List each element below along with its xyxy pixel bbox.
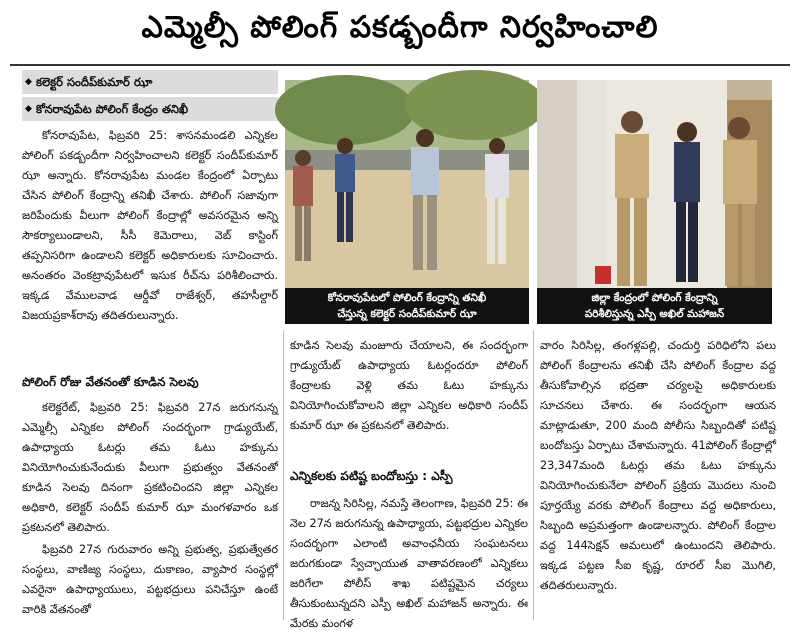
story1-body <box>22 126 278 370</box>
photo1-caption-line2: చేస్తున్న కలెక్టర్ సందీప్‌కుమార్ ఝా <box>337 308 477 320</box>
story3-paragraph-b: వారం సిరిసిల్ల, తంగళ్లపల్లి, చందుర్తి పరిధిలోని పలు పోలింగ్ కేంద్రాలను తనిఖీ చేసి పోలింగ్ కేంద్రాల వద్ద తీసుకోవాల్సిన భద్రతా చర్యలపై అధికారులకు సూచనలు చేశారు. ఈ సందర్భంగా ఆయన మాట్లాడుతూ, 200 మంది పోలీసు సిబ్బందితో పటిష్ట బందోబస్తు ఏర్పాటు చేశామన్నారు. 41పోలింగ్ కేంద్రాల్లో 23,347మంది ఓటర్లు తమ ఓటు హక్కును వినియోగించుకునేలా పోలింగ్ ప్రక్రియ మొదలు నుంచి పూర్తయ్యే వరకు పోలింగ్ కేంద్రాలు వద్ద అధికారులు, సిబ్బంది అప్రమత్తంగా ఉండాలన్నారు. పోలింగ్ కేంద్రాల వద్ద 144సెక్షన్ అమలులో ఉంటుందని తెలిపారు. ఇక్కడ పట్టణ సీఐ కృష్ణ, రూరల్ సీఐ మొగిలి, తదితరులున్నారు. <box>540 339 776 592</box>
story3-subhead: ఎన్నికలకు పటిష్ట బందోబస్తు : ఎస్పీ <box>290 469 453 483</box>
photo2-caption <box>537 288 772 324</box>
story3-body-a <box>290 494 529 630</box>
story2-body-b <box>22 540 278 624</box>
photo2-caption-line2: పరిశీలిస్తున్న ఎస్పీ అఖిల్ మహాజన్ <box>584 308 725 320</box>
story2-subhead: పోలింగ్ రోజు వేతనంతో కూడిన సెలవు <box>22 375 199 389</box>
story2-paragraph-c: కూడిన సెలవు మంజూరు చేయాలని, ఈ సందర్భంగా గ్రాడ్యుయేట్ ఉపాధ్యాయ ఓటర్లందరూ పోలింగ్ కేంద్రాలకు వెళ్లి తమ ఓటు హక్కును వినియోగించుకోవాలని జిల్లా ఎన్నికల అధికారి సందీప్ కుమార్ ఝా ఈ ప్రకటనలో తెలిపారు. <box>290 339 528 432</box>
story2-paragraph-a: కలెక్టరేట్, ఫిబ్రవరి 25: ఫిబ్రవరి 27న జరుగనున్న ఎమ్మెల్సీ ఎన్నికల పోలింగ్ సందర్భంగా గ్రాడ్యుయేట్, ఉపాధ్యాయ ఓటర్లు తమ ఓటు హక్కును వినియోగించుకునేందుకు వీలుగా ప్రభుత్వం వేతనంతో కూడిన సెలవు దినంగా ప్రకటించిందని జిల్లా ఎన్నికల అధికారి, కలెక్టర్ సందీప్ కుమార్ ఝా మంగళవారం ఒక ప్రకటనలో తెలిపారు. <box>22 401 278 534</box>
kicker-collector: ◆ కలెక్టర్ సందీప్‌కుమార్ ఝా <box>22 70 278 94</box>
photo-collector-inspection <box>285 80 529 288</box>
story2-body-c <box>290 336 528 464</box>
story3-body-b <box>540 336 776 622</box>
story2-body-a <box>22 398 278 534</box>
column-divider-2 <box>533 330 534 620</box>
photo1-caption-line1: కోనరావుపేటలో పోలింగ్ కేంద్రాన్ని తనిఖీ <box>327 292 487 304</box>
story1-paragraph: కోనరావుపేట, ఫిబ్రవరి 25: శాసనమండలి ఎన్నికల పోలింగ్ పకడ్బందీగా నిర్వహించాలని కలెక్టర్ సందీప్‌కుమార్ ఝా అన్నారు. కోనరావుపేట మండల కేంద్రంలో ఏర్పాటు చేసిన పోలింగ్ కేంద్రాన్ని తనిఖీ చేశారు. పోలింగ్ సజావుగా జరిపేందుకు వీలుగా పోలింగ్ కేంద్రాల్లో అవసరమైన అన్ని సౌకర్యాలుండాలని, సీసీ కెమెరాలు, వెబ్ కాస్టింగ్ తప్పనిసరిగా ఉండాలని కలెక్టర్ అధికారులకు సూచించారు. అనంతరం వెంకట్రావుపేటలో ఇసుక రీచ్‌ను పరిశీలించారు. ఇక్కడ వేములవాడ ఆర్డీవో రాజేశ్వర్, తహసీల్దార్ విజయప్రకాశ్‌రావు తదితరులున్నారు. <box>22 129 278 322</box>
photo-sp-inspection <box>537 80 772 288</box>
photo2-caption-line1: జిల్లా కేంద్రంలో పోలింగ్ కేంద్రాన్ని <box>591 292 718 304</box>
headline: ఎమ్మెల్సీ పోలింగ్ పకడ్బందీగా నిర్వహించాలి <box>141 10 659 45</box>
story2-paragraph-b: ఫిబ్రవరి 27న గురువారం అన్ని ప్రభుత్వ, ప్రభుత్వేతర సంస్థలు, వాణిజ్య సంస్థలు, దుకాణం, వ్యాపార సంస్థల్లో ఎవరైనా ఉపాధ్యాయులు, పట్టభద్రులు పనిచేస్తూ ఉంటే వారికి వేతనంతో <box>22 543 278 616</box>
story3-paragraph-a: రాజన్న సిరిసిల్ల, నమస్తే తెలంగాణ, ఫిబ్రవరి 25: ఈ నెల 27న జరుగనున్న ఉపాధ్యాయ, పట్టభద్రుల ఎన్నికల సందర్భంగా ఎలాంటి అవాంఛనీయ సంఘటనలు జరుగకుండా స్వేచ్ఛాయుత వాతావరణంలో ఎన్నికలు జరిగేలా పోలీస్ శాఖ పటిష్టమైన చర్యలు తీసుకుంటున్నదని ఎస్పీ అఖిల్ మహాజన్ అన్నారు. ఈ మేరకు మంగళ <box>290 497 529 630</box>
column-divider-1 <box>283 330 284 620</box>
kicker-inspection: ◆ కోనరావుపేట పోలింగ్ కేంద్రం తనిఖీ <box>22 97 278 121</box>
headline-rule <box>10 64 790 66</box>
photo1-caption <box>285 288 529 324</box>
